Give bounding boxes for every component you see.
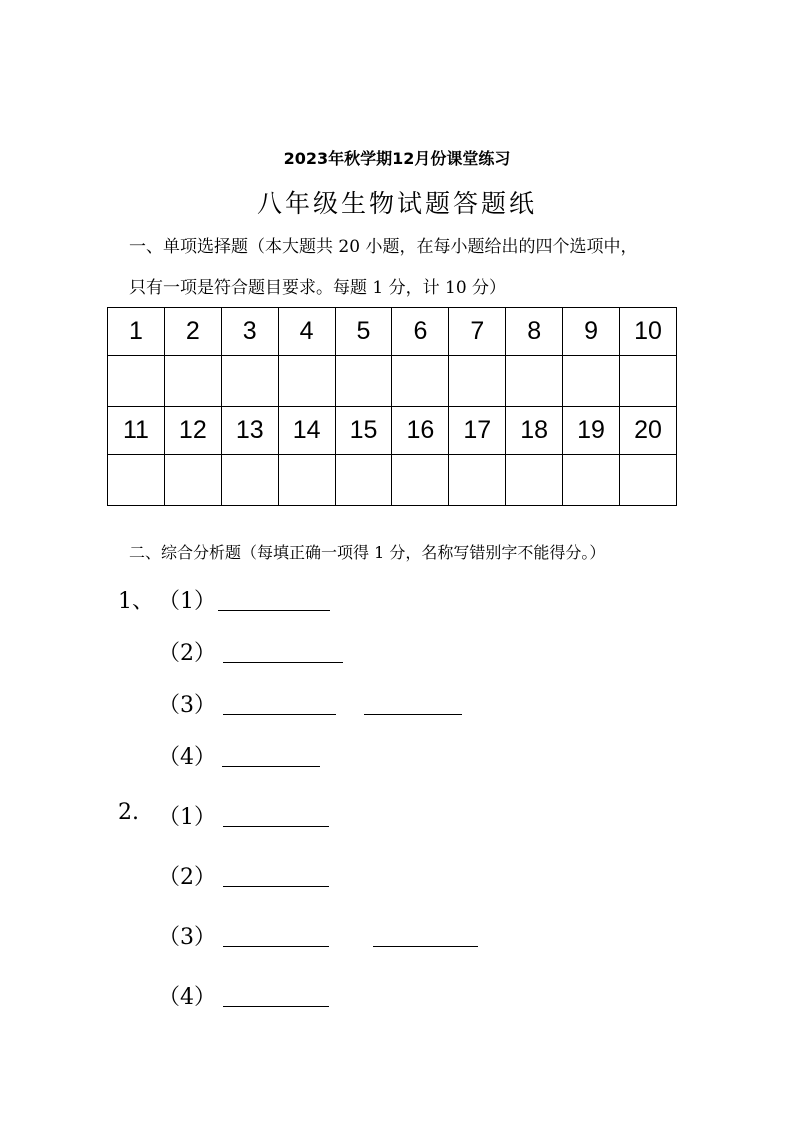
answer-blank[interactable] xyxy=(223,714,336,715)
answer-blank[interactable] xyxy=(223,886,329,887)
question-2-number: 2. xyxy=(118,800,139,825)
section1-instructions-line2: 只有一项是符合题目要求。每题 1 分，计 10 分） xyxy=(129,278,507,298)
question-2-part-1-label: （1） xyxy=(158,805,216,830)
question-number-cell: 17 xyxy=(449,407,506,455)
question-number-cell: 2 xyxy=(164,308,221,356)
question-number-cell: 8 xyxy=(506,308,563,356)
answer-blank[interactable] xyxy=(223,662,343,663)
question-2-part-2-label: （2） xyxy=(158,865,216,890)
answer-row xyxy=(108,455,677,506)
answer-cell[interactable] xyxy=(620,455,677,506)
question-number-cell: 9 xyxy=(563,308,620,356)
answer-cell[interactable] xyxy=(221,356,278,407)
question-number-cell: 11 xyxy=(108,407,165,455)
question-number-cell: 3 xyxy=(221,308,278,356)
answer-cell[interactable] xyxy=(335,356,392,407)
question-number-cell: 12 xyxy=(164,407,221,455)
answer-cell[interactable] xyxy=(392,455,449,506)
question-number-cell: 19 xyxy=(563,407,620,455)
question-1-part-4-label: （4） xyxy=(158,745,216,770)
section1-instructions-line1: 一、单项选择题（本大题共 20 小题，在每小题给出的四个选项中， xyxy=(129,237,638,257)
question-2-part-3-label: （3） xyxy=(158,925,216,950)
question-number-row xyxy=(108,407,677,455)
question-number-cell: 10 xyxy=(620,308,677,356)
answer-blank[interactable] xyxy=(223,946,329,947)
multiple-choice-answer-grid xyxy=(107,307,677,506)
question-number-row xyxy=(108,308,677,356)
answer-blank[interactable] xyxy=(223,1006,329,1007)
question-1-part-2-label: （2） xyxy=(158,641,216,666)
answer-cell[interactable] xyxy=(563,356,620,407)
answer-cell[interactable] xyxy=(278,455,335,506)
answer-cell[interactable] xyxy=(620,356,677,407)
section2-heading: 二、综合分析题（每填正确一项得 1 分，名称写错别字不能得分。） xyxy=(129,543,606,562)
answer-cell[interactable] xyxy=(108,455,165,506)
question-number-cell: 6 xyxy=(392,308,449,356)
answer-row xyxy=(108,356,677,407)
answer-cell[interactable] xyxy=(278,356,335,407)
question-number-cell: 16 xyxy=(392,407,449,455)
question-number-cell: 18 xyxy=(506,407,563,455)
answer-cell[interactable] xyxy=(392,356,449,407)
question-number-cell: 7 xyxy=(449,308,506,356)
question-number-cell: 20 xyxy=(620,407,677,455)
answer-cell[interactable] xyxy=(108,356,165,407)
answer-cell[interactable] xyxy=(449,356,506,407)
answer-blank[interactable] xyxy=(373,946,478,947)
answer-cell[interactable] xyxy=(335,455,392,506)
question-1-part-1-label: （1） xyxy=(158,589,216,614)
question-number-cell: 13 xyxy=(221,407,278,455)
question-1-number: 1、 xyxy=(118,589,154,614)
exam-title: 2023年秋学期12月份课堂练习 xyxy=(283,149,511,168)
question-number-cell: 5 xyxy=(335,308,392,356)
question-2-part-4-label: （4） xyxy=(158,985,216,1010)
question-number-cell: 14 xyxy=(278,407,335,455)
answer-cell[interactable] xyxy=(221,455,278,506)
question-number-cell: 4 xyxy=(278,308,335,356)
question-number-cell: 1 xyxy=(108,308,165,356)
answer-cell[interactable] xyxy=(164,455,221,506)
answer-cell[interactable] xyxy=(164,356,221,407)
question-number-cell: 15 xyxy=(335,407,392,455)
question-1-part-3-label: （3） xyxy=(158,693,216,718)
answer-blank[interactable] xyxy=(218,610,330,611)
answer-sheet-title: 八年级生物试题答题纸 xyxy=(256,189,537,218)
answer-blank[interactable] xyxy=(223,826,329,827)
answer-cell[interactable] xyxy=(506,455,563,506)
answer-cell[interactable] xyxy=(449,455,506,506)
answer-cell[interactable] xyxy=(506,356,563,407)
answer-cell[interactable] xyxy=(563,455,620,506)
answer-blank[interactable] xyxy=(222,766,320,767)
answer-blank[interactable] xyxy=(364,714,462,715)
